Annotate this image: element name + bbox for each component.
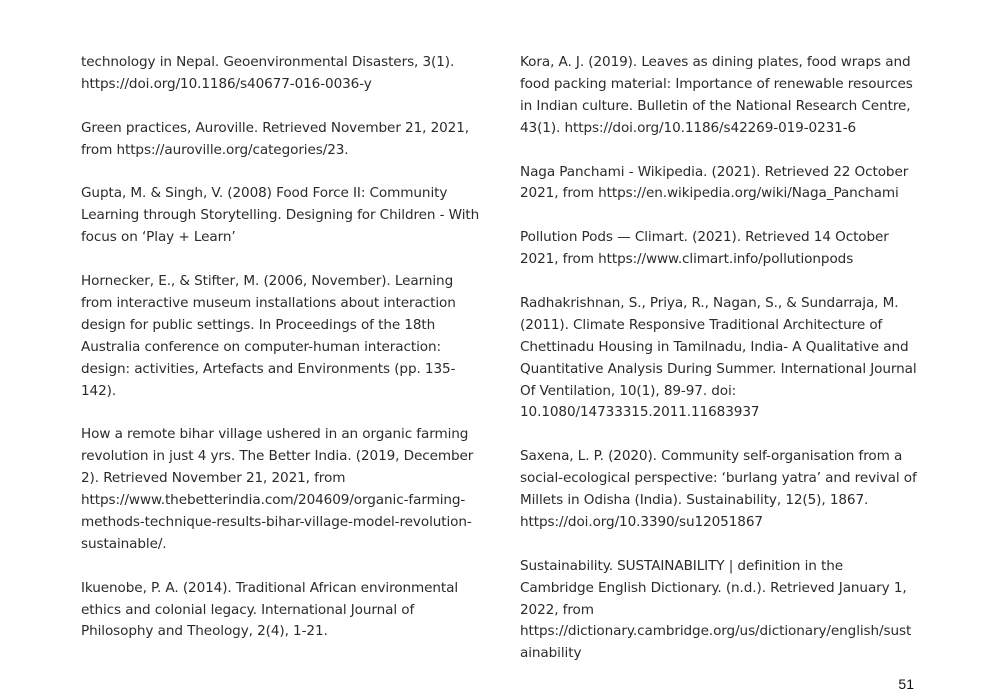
page-number: 51	[898, 676, 914, 692]
reference-entry: Ikuenobe, P. A. (2014). Traditional African environmental ethics and colonial legacy. International Journal of Philosophy and Theology, 2(4), 1-21.	[81, 579, 459, 640]
reference-entry: Sustainability. SUSTAINABILITY | definition in the Cambridge English Dictionary. (n.d.). Retrieved January 1, 2022, from https://dictionary.cambridge.org/us/dictionary/english/sustainability	[520, 557, 912, 662]
reference-entry: Gupta, M. & Singh, V. (2008) Food Force II: Community Learning through Storytelling. Designing for Children - With focus on ‘Play + Learn’	[81, 185, 480, 246]
reference-entry: Kora, A. J. (2019). Leaves as dining plates, food wraps and food packing material: Importance of renewable resources in Indian culture. Bulletin of the National Research Centre, 43(1). https://doi.org/10.1186/s42269-019-0231-6	[520, 54, 913, 136]
reference-entry: Green practices, Auroville. Retrieved November 21, 2021, from https://auroville.org/categories/23.	[81, 119, 469, 158]
reference-entry: Naga Panchami - Wikipedia. (2021). Retrieved 22 October 2021, from https://en.wikipedia.org/wiki/Naga_Panchami	[520, 163, 909, 202]
reference-entry: Pollution Pods — Climart. (2021). Retrieved 14 October 2021, from https://www.climart.info/pollutionpods	[520, 229, 889, 268]
reference-entry: technology in Nepal. Geoenvironmental Disasters, 3(1). https://doi.org/10.1186/s40677-016-0036-y	[81, 54, 455, 92]
references-right-column	[520, 52, 918, 687]
reference-entry: Radhakrishnan, S., Priya, R., Nagan, S., & Sundarraja, M. (2011). Climate Responsive Traditional Architecture of Chettinadu Housing in Tamilnadu, India- A Qualitative and Quantitative Analysis During Summer. International Journal Of Ventilation, 10(1), 89-97. doi: 10.1080/14733315.2011.11683937	[520, 294, 917, 421]
reference-entry: Saxena, L. P. (2020). Community self-organisation from a social-ecological perspective: ‘burlang yatra’ and revival of Millets in Odisha (India). Sustainability, 12(5), 1867. https://doi.org/10.3390/su12051867	[520, 448, 917, 530]
references-left-column	[81, 52, 483, 665]
reference-entry: How a remote bihar village ushered in an organic farming revolution in just 4 yrs. The Better India. (2019, December 2). Retrieved November 21, 2021, from https://www.thebetterindia.com/204609/organic-farming-methods-technique-results-bihar-village-model-revolution-sustainable/.	[81, 426, 474, 552]
reference-entry: Hornecker, E., & Stifter, M. (2006, November). Learning from interactive museum installations about interaction design for public settings. In Proceedings of the 18th Australia conference on computer-human interaction: design: activities, Artefacts and Environments (pp. 135-142).	[81, 273, 456, 399]
